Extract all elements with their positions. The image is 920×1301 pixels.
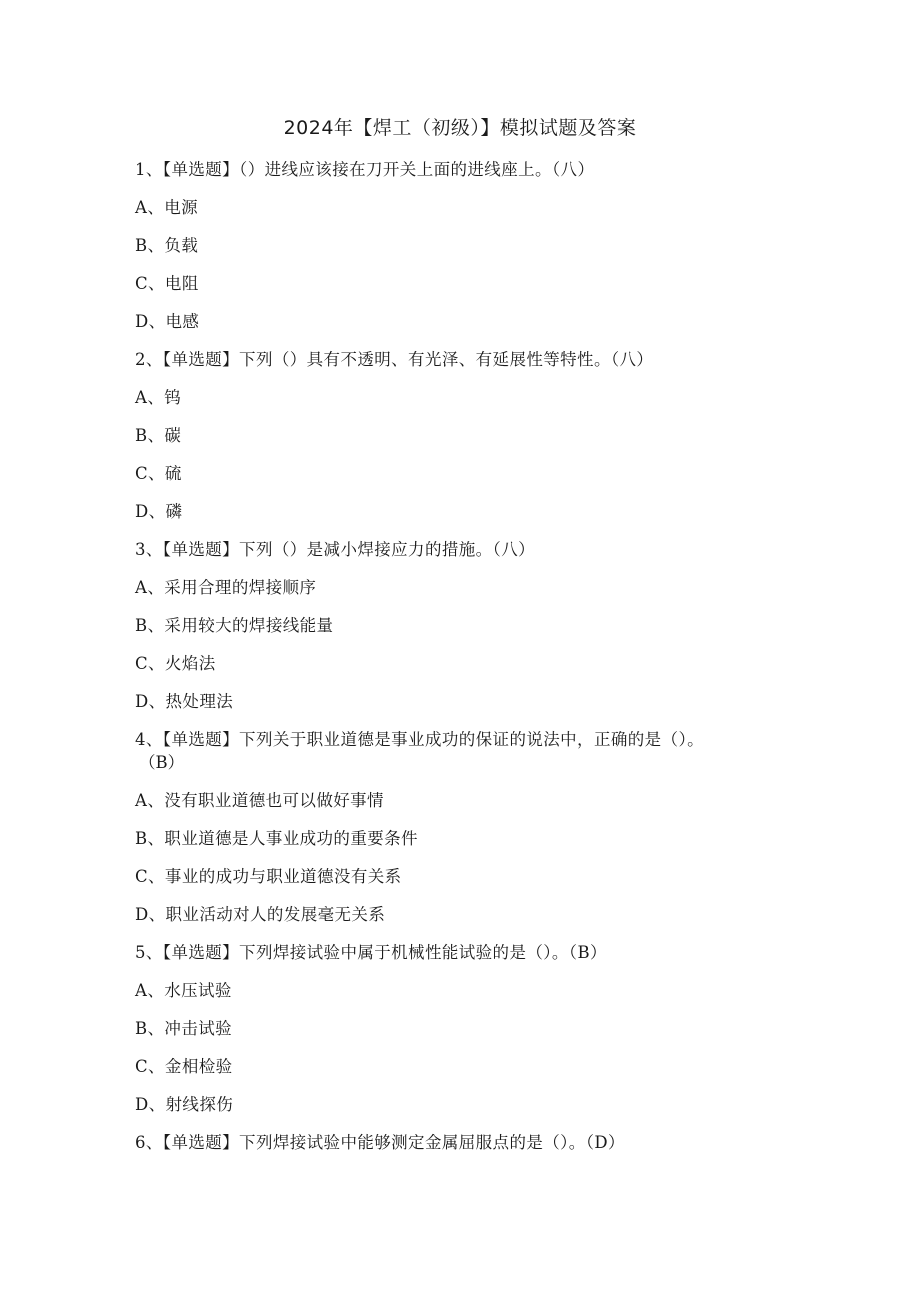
- question-3-option-a: A、采用合理的焊接顺序: [135, 578, 317, 597]
- question-5-option-c: C、金相检验: [135, 1057, 233, 1076]
- question-3-stem: 3、【单选题】下列（）是减小焊接应力的措施。（八）: [135, 540, 535, 559]
- question-4-option-a: A、没有职业道德也可以做好事情: [135, 791, 384, 810]
- question-1-option-d: D、电感: [135, 312, 200, 331]
- question-3-option-c: C、火焰法: [135, 654, 216, 673]
- question-2-option-d: D、磷: [135, 502, 183, 521]
- question-5-option-d: D、射线探伤: [135, 1095, 234, 1114]
- question-1-stem: 1、【单选题】（）进线应该接在刀开关上面的进线座上。（八）: [135, 160, 595, 179]
- question-2-option-a: A、钨: [135, 388, 182, 407]
- question-1-option-b: B、负载: [135, 236, 199, 255]
- question-1-option-c: C、电阻: [135, 274, 199, 293]
- question-2-option-c: C、硫: [135, 464, 182, 483]
- question-3-option-d: D、热处理法: [135, 692, 234, 711]
- question-4-option-b: B、职业道德是人事业成功的重要条件: [135, 829, 418, 848]
- question-4-stem: 4、【单选题】下列关于职业道德是事业成功的保证的说法中，正确的是（）。: [135, 730, 704, 749]
- question-1-option-a: A、电源: [135, 198, 199, 217]
- question-5-option-b: B、冲击试验: [135, 1019, 233, 1038]
- question-5-option-a: A、水压试验: [135, 981, 232, 1000]
- question-2-option-b: B、碳: [135, 426, 182, 445]
- question-2-stem: 2、【单选题】下列（）具有不透明、有光泽、有延展性等特性。（八）: [135, 350, 654, 369]
- question-4-answer: （B）: [139, 753, 185, 772]
- question-4-option-d: D、职业活动对人的发展毫无关系: [135, 905, 386, 924]
- question-4-option-c: C、事业的成功与职业道德没有关系: [135, 867, 402, 886]
- question-5-stem: 5、【单选题】下列焊接试验中属于机械性能试验的是（）。（B）: [135, 943, 607, 962]
- question-6-stem: 6、【单选题】下列焊接试验中能够测定金属屈服点的是（）。（D）: [135, 1133, 625, 1152]
- document-title: 2024年【焊工（初级）】模拟试题及答案: [283, 117, 637, 139]
- question-3-option-b: B、采用较大的焊接线能量: [135, 616, 334, 635]
